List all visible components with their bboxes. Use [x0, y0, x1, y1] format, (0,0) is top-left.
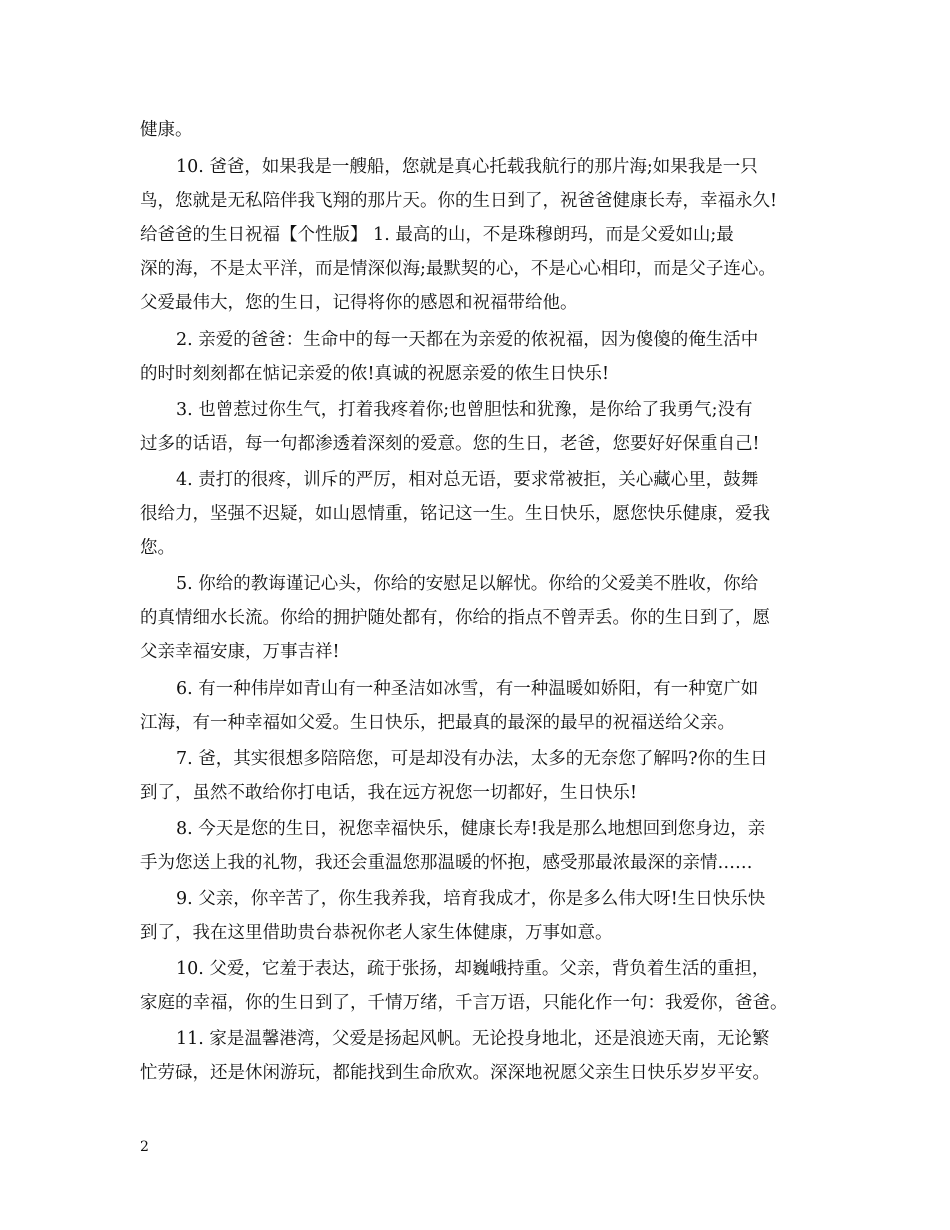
text-line: 10. 父爱，它羞于表达，疏于张扬，却巍峨持重。父亲，背负着生活的重担，	[176, 959, 770, 979]
text-line: 6. 有一种伟岸如青山有一种圣洁如冰雪，有一种温暖如娇阳，有一种宽广如	[176, 679, 759, 699]
text-line: 3. 也曾惹过你生气，打着我疼着你;也曾胆怯和犹豫，是你给了我勇气;没有	[176, 400, 753, 420]
text-line: 到了，虽然不敢给你打电话，我在远方祝您一切都好，生日快乐!	[140, 783, 638, 803]
text-line: 健康。	[140, 120, 193, 140]
text-line: 过多的话语，每一句都渗透着深刻的爱意。您的生日，老爸，您要好好保重自己!	[140, 434, 760, 454]
text-line: 忙劳碌，还是休闲游玩，都能找到生命欣欢。深深地祝愿父亲生日快乐岁岁平安。	[140, 1063, 770, 1083]
text-line: 父爱最伟大，您的生日，记得将你的感恩和祝福带给他。	[140, 293, 578, 313]
text-line: 手为您送上我的礼物，我还会重温您那温暖的怀抱，感受那最浓最深的亲情……	[140, 853, 753, 873]
text-line: 深的海，不是太平洋，而是情深似海;最默契的心，不是心心相印，而是父子连心。	[140, 259, 776, 279]
text-line: 给爸爸的生日祝福【个性版】 1. 最高的山，不是珠穆朗玛，而是父爱如山;最	[140, 225, 734, 245]
text-line: 9. 父亲，你辛苦了，你生我养我，培育我成才，你是多么伟大呀!生日快乐快	[176, 889, 766, 909]
text-line: 的时时刻刻都在惦记亲爱的侬!真诚的祝愿亲爱的侬生日快乐!	[140, 364, 610, 384]
text-line: 鸟，您就是无私陪伴我飞翔的那片天。你的生日到了，祝爸爸健康长寿，幸福永久!	[140, 191, 778, 211]
text-line: 父亲幸福安康，万事吉祥!	[140, 642, 340, 662]
text-line: 8. 今天是您的生日，祝您幸福快乐，健康长寿!我是那么地想回到您身边，亲	[176, 819, 766, 839]
text-line: 5. 你给的教诲谨记心头，你给的安慰足以解忧。你给的父爱美不胜收，你给	[176, 574, 759, 594]
text-line: 到了，我在这里借助贵台恭祝你老人家生体健康，万事如意。	[140, 923, 613, 943]
text-line: 2. 亲爱的爸爸：生命中的每一天都在为亲爱的侬祝福，因为傻傻的俺生活中	[176, 330, 759, 350]
text-line: 7. 爸，其实很想多陪陪您，可是却没有办法，太多的无奈您了解吗?你的生日	[176, 749, 768, 769]
page-number: 2	[140, 1139, 149, 1155]
text-line: 10. 爸爸，如果我是一艘船，您就是真心托载我航行的那片海;如果我是一只	[176, 157, 758, 177]
text-line: 家庭的幸福，你的生日到了，千情万绪，千言万语，只能化作一句：我爱你，爸爸。	[140, 993, 788, 1013]
text-line: 您。	[140, 538, 175, 558]
text-line: 江海，有一种幸福如父爱。生日快乐，把最真的最深的最早的祝福送给父亲。	[140, 713, 735, 733]
text-line: 很给力，坚强不迟疑，如山恩情重，铭记这一生。生日快乐，愿您快乐健康，爱我	[140, 504, 770, 524]
text-line: 的真情细水长流。你给的拥护随处都有，你给的指点不曾弄丢。你的生日到了，愿	[140, 608, 770, 628]
text-line: 11. 家是温馨港湾，父爱是扬起风帆。无论投身地北，还是浪迹天南，无论繁	[176, 1029, 770, 1049]
text-line: 4. 责打的很疼，训斥的严厉，相对总无语，要求常被拒，关心藏心里，鼓舞	[176, 470, 759, 490]
